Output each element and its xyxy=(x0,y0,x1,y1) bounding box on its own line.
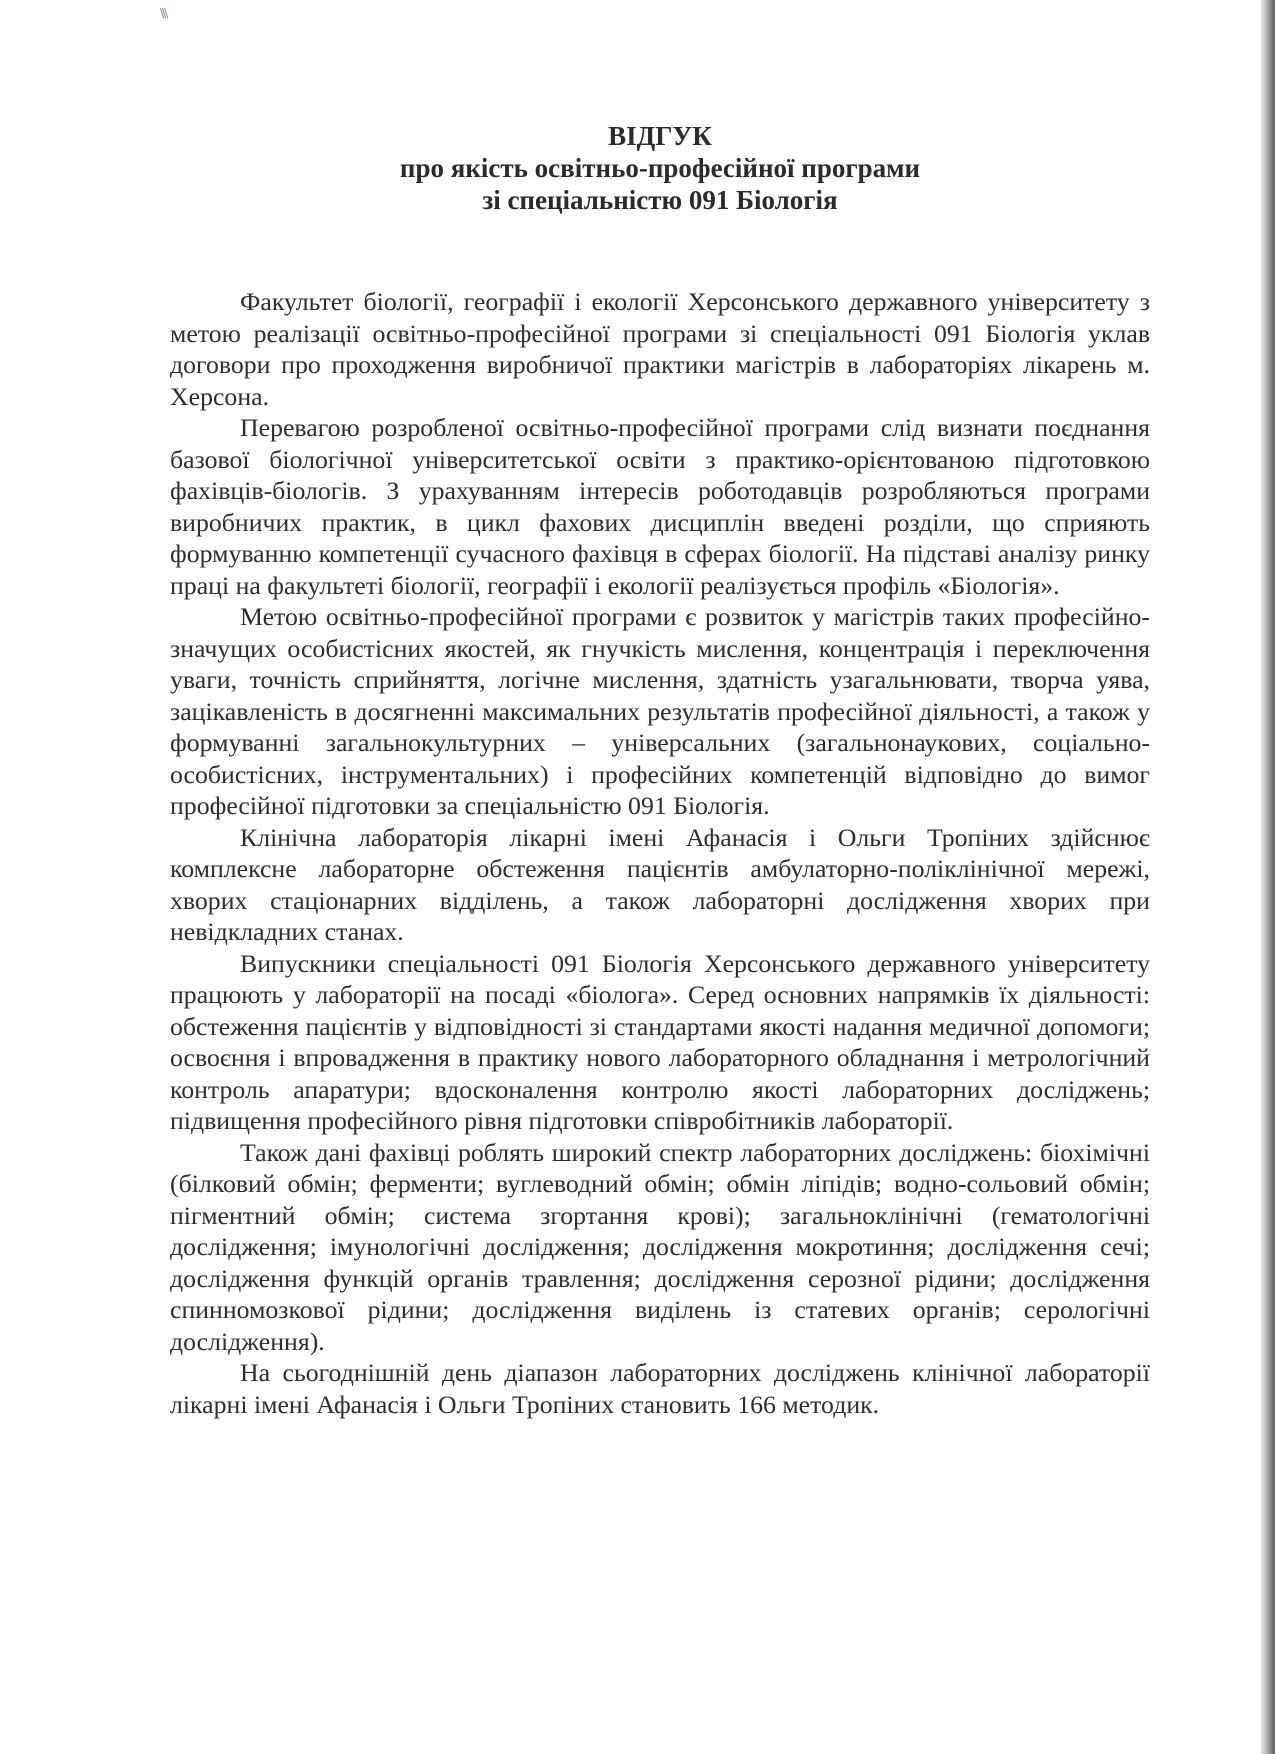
paragraph-graduates-work: Випускники спеціальності 091 Біологія Херсонського державного університету працюють у лабораторії на посаді «біолога». Серед основних напрямків їх діяльності: обстеження пацієнтів у відповідності зі стандартами якості надання медичної допомоги; освоєння і впровадження в практику нового лабораторного обладнання і метрологічний контроль апаратури; вдосконалення контролю якості лабораторних досліджень; підвищення професійного рівня підготовки співробітників лабораторії. xyxy=(170,948,1150,1135)
scan-artifact-mark: \\\ xyxy=(160,6,167,20)
scan-page-edge xyxy=(1261,0,1275,1754)
document-heading xyxy=(170,120,1150,216)
document-title: ВІДГУК xyxy=(608,121,712,151)
document-body xyxy=(170,286,1150,1420)
paragraph-methods-count: На сьогоднішній день діапазон лабораторних досліджень клінічної лабораторії лікарні імені Афанасія і Ольги Тропіних становить 166 методик. xyxy=(170,1358,1150,1419)
paragraph-faculty-agreements: Факультет біології, географії і екології Херсонського державного університету з метою реалізації освітньо-професійної програми зі спеціальності 091 Біологія уклав договори про проходження виробничої практики магістрів в лабораторіях лікарень м. Херсона. xyxy=(170,287,1150,411)
paragraph-program-advantages: Перевагою розробленої освітньо-професійної програми слід визнати поєднання базової біологічної університетської освіти з практико-орієнтованою підготовкою фахівців-біологів. З урахуванням інтересів роботодавців розробляються програми виробничих практик, в цикл фахових дисциплін введені розділи, що сприяють формуванню компетенції сучасного фахівця в сферах біології. На підставі аналізу ринку праці на факультеті біології, географії і екології реалізується профіль «Біологія». xyxy=(170,413,1150,600)
paragraph-clinical-laboratory: Клінічна лабораторія лікарні імені Афанасія і Ольги Тропіних здійснює комплексне лабораторне обстеження пацієнтів амбулаторно-поліклінічної мережі, хворих стаціонарних відділень, а також лабораторні дослідження хворих при невідкладних станах. xyxy=(170,822,1150,946)
paragraph-program-goal: Метою освітньо-професійної програми є розвиток у магістрів таких професійно-значущих особистісних якостей, як гнучкість мислення, концентрація і переключення уваги, точність сприйняття, логічне мислення, здатність узагальнювати, творча уява, зацікавленість в досягненні максимальних результатів професійної діяльності, а також у формуванні загальнокультурних – універсальних (загальнонаукових, соціально-особистісних, інструментальних) і професійних компетенцій відповідно до вимог професійної підготовки за спеціальністю 091 Біологія. xyxy=(170,602,1150,820)
document-subtitle-line-2: зі спеціальністю 091 Біологія xyxy=(482,185,838,215)
paragraph-laboratory-studies: Також дані фахівці роблять широкий спектр лабораторних досліджень: біохімічні (білковий обмін; ферменти; вуглеводний обмін; обмін ліпідів; водно-сольовий обмін; пігментний обмін; система згортання крові); загальноклінічні (гематологічні дослідження; імунологічні дослідження; дослідження мокротиння; дослідження сечі; дослідження функцій органів травлення; дослідження серозної рідини; дослідження спинномозкової рідини; дослідження виділень із статевих органів; серологічні дослідження). xyxy=(170,1137,1150,1356)
document-subtitle-line-1: про якість освітньо-професійної програми xyxy=(399,153,921,183)
